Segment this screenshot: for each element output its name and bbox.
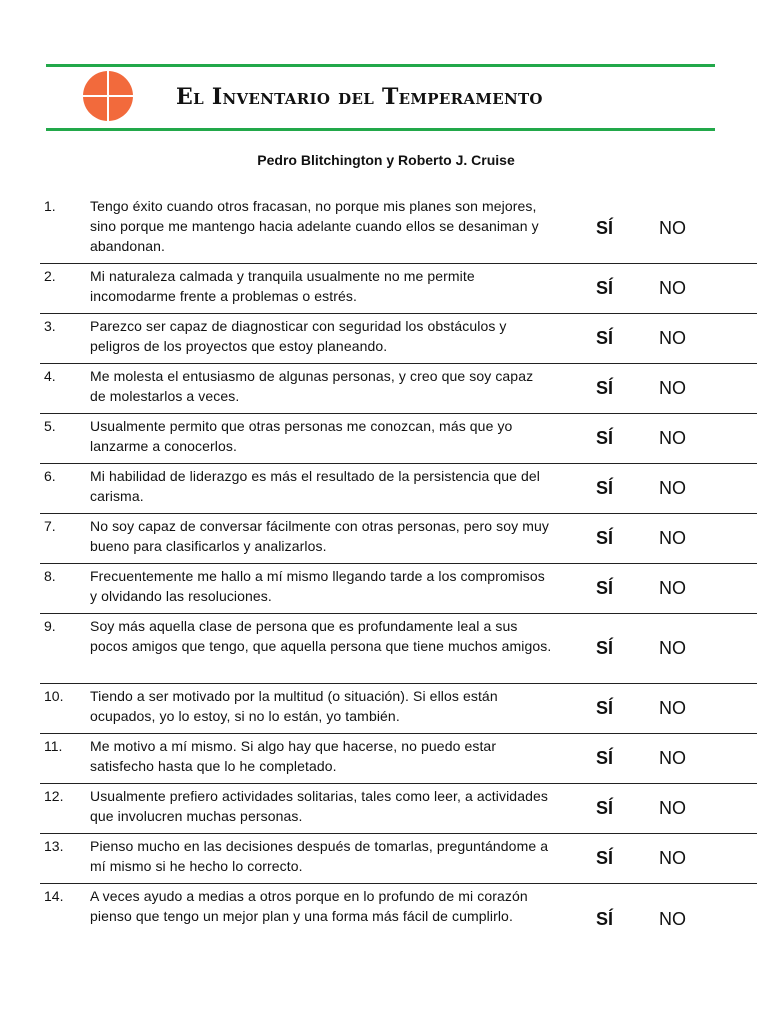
no-option[interactable]: NO (659, 478, 686, 498)
no-option[interactable]: NO (659, 218, 686, 238)
yes-option[interactable]: SÍ (596, 378, 614, 398)
header-bottom-rule (46, 128, 715, 131)
question-row (40, 364, 757, 414)
no-option[interactable]: NO (659, 328, 686, 348)
question-row (40, 784, 757, 834)
yes-option[interactable]: SÍ (596, 908, 614, 929)
question-number: 11. (44, 738, 63, 754)
question-text: Parezco ser capaz de diagnosticar con seguridad los obstáculos y peligros de los proyectos que estoy planeando. (90, 318, 507, 354)
question-row (40, 614, 757, 684)
question-row (40, 734, 757, 784)
question-text: Mi habilidad de liderazgo es más el resultado de la persistencia que del carisma. (90, 468, 541, 504)
question-number: 12. (44, 788, 64, 804)
no-option[interactable]: NO (659, 848, 686, 868)
question-text: No soy capaz de conversar fácilmente con otras personas, pero soy muy bueno para clasificarlos y analizarlos. (90, 518, 550, 554)
question-row (40, 884, 757, 954)
question-row (40, 194, 757, 264)
yes-option[interactable]: SÍ (596, 528, 614, 548)
question-number: 2. (44, 268, 56, 284)
yes-option[interactable]: SÍ (596, 638, 614, 658)
question-number: 6. (44, 468, 56, 484)
question-row (40, 514, 757, 564)
question-number: 8. (44, 568, 56, 584)
no-option[interactable]: NO (659, 278, 686, 298)
header-top-rule (46, 64, 715, 67)
question-text: Soy más aquella clase de persona que es profundamente leal a sus pocos amigos que tengo, que aquella persona que tiene muchos amigos. (90, 618, 552, 654)
question-row (40, 264, 757, 314)
yes-option[interactable]: SÍ (596, 578, 614, 598)
question-number: 3. (44, 318, 56, 334)
no-option[interactable]: NO (659, 378, 686, 398)
question-text: Tengo éxito cuando otros fracasan, no porque mis planes son mejores, sino porque me mantengo hacia adelante cuando ellos se desaniman y abandonan. (90, 198, 539, 254)
question-text: A veces ayudo a medias a otros porque en lo profundo de mi corazón pienso que tengo un mejor plan y una forma más fácil de cumplirlo. (90, 888, 528, 924)
question-text: Frecuentemente me hallo a mí mismo llegando tarde a los compromisos y olvidando las resoluciones. (90, 568, 545, 604)
no-option[interactable]: NO (659, 638, 686, 658)
no-option[interactable]: NO (659, 908, 686, 929)
document-authors: Pedro Blitchington y Roberto J. Cruise (257, 152, 515, 168)
yes-option[interactable]: SÍ (596, 428, 614, 448)
yes-option[interactable]: SÍ (596, 848, 614, 868)
question-number: 9. (44, 618, 56, 634)
question-text: Mi naturaleza calmada y tranquila usualmente no me permite incomodarme frente a problemas o estrés. (90, 268, 475, 304)
no-option[interactable]: NO (659, 578, 686, 598)
question-number: 4. (44, 368, 56, 384)
document-title: El Inventario del Temperamento (176, 84, 543, 110)
no-option[interactable]: NO (659, 428, 686, 448)
yes-option[interactable]: SÍ (596, 698, 614, 718)
no-option[interactable]: NO (659, 748, 686, 768)
question-text: Me motivo a mí mismo. Si algo hay que hacerse, no puedo estar satisfecho hasta que lo he completado. (90, 738, 497, 774)
yes-option[interactable]: SÍ (596, 278, 614, 298)
question-list (40, 194, 757, 954)
question-text: Me molesta el entusiasmo de algunas personas, y creo que soy capaz de molestarlos a veces. (90, 368, 534, 404)
question-number: 5. (44, 418, 56, 434)
orange-circle-cross-icon (82, 70, 134, 122)
yes-option[interactable]: SÍ (596, 478, 614, 498)
question-text: Usualmente permito que otras personas me conozcan, más que yo lanzarme a conocerlos. (90, 418, 513, 454)
question-number: 7. (44, 518, 56, 534)
question-row (40, 834, 757, 884)
question-row (40, 564, 757, 614)
question-text: Tiendo a ser motivado por la multitud (o situación). Si ellos están ocupados, yo lo estoy, si no lo están, yo también. (90, 688, 498, 724)
question-text: Pienso mucho en las decisiones después de tomarlas, preguntándome a mí mismo si he hecho lo correcto. (90, 838, 549, 874)
yes-option[interactable]: SÍ (596, 328, 614, 348)
question-row (40, 314, 757, 364)
question-row (40, 684, 757, 734)
question-number: 13. (44, 838, 64, 854)
question-number: 1. (44, 198, 56, 214)
yes-option[interactable]: SÍ (596, 748, 614, 768)
no-option[interactable]: NO (659, 698, 686, 718)
yes-option[interactable]: SÍ (596, 798, 614, 818)
no-option[interactable]: NO (659, 798, 686, 818)
question-text: Usualmente prefiero actividades solitarias, tales como leer, a actividades que involucren muchas personas. (90, 788, 548, 824)
yes-option[interactable]: SÍ (596, 218, 614, 238)
question-number: 10. (44, 688, 64, 704)
question-row (40, 414, 757, 464)
question-number: 14. (44, 888, 64, 904)
question-row (40, 464, 757, 514)
no-option[interactable]: NO (659, 528, 686, 548)
